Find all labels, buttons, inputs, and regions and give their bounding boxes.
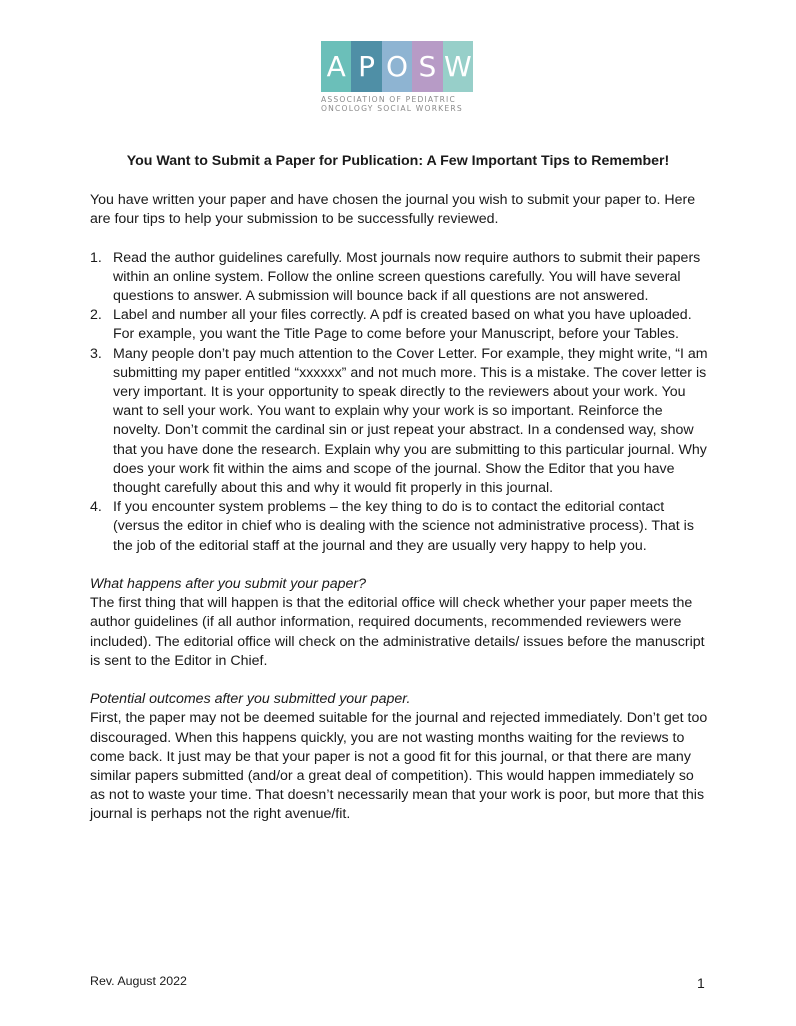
section-body-after-submit: The first thing that will happen is that the editorial office will check whether your paper meets the author guidelines (if all author information, required documents, recommended reviewers were included). The editorial office will check on the administrative details/ issues before the manuscript is sent to the Editor in Chief. bbox=[90, 595, 705, 669]
list-item-text: Many people don’t pay much attention to the Cover Letter. For example, they might write, “I am submitting my paper entitled “xxxxxx” and not much more. This is a mistake. The cover letter is very important. It is your opportunity to speak directly to the reviewers about your work. You want to sell your work. You want to explain why your work is so important. Reinforce the novelty. Don’t commit the cardinal sin or just repeat your abstract. In a condensed way, show that you have done the research. Explain why you are submitting to this particular journal. Why does your work fit within the aims and scope of the journal. Show the Editor that you have thought carefully about this and why it would fit properly in this journal. bbox=[113, 345, 708, 497]
section-body-outcomes: First, the paper may not be deemed suitable for the journal and rejected immediately. Don’t get too discouraged. When this happens quickly, you are not wasting months waiting for the reviews to come back. It just may be that your paper is not a good fit for this journal, or that there are many similar papers submitted (and/or a great deal of competition). This would happen immediately so as not to waste your time. That doesn’t necessarily mean that your work is poor, but more that this journal is perhaps not the right avenue/fit. bbox=[90, 710, 708, 823]
list-item bbox=[90, 249, 710, 307]
section-heading-after-submit: What happens after you submit your paper? bbox=[90, 576, 367, 593]
list-item-number: 1. bbox=[90, 249, 102, 266]
document-title: You Want to Submit a Paper for Publication: A Few Important Tips to Remember! bbox=[126, 153, 670, 169]
document-body bbox=[90, 191, 710, 825]
list-item bbox=[90, 498, 710, 556]
logo-subtitle-line1: ASSOCIATION OF PEDIATRIC bbox=[321, 95, 456, 104]
intro-paragraph: You have written your paper and have chosen the journal you wish to submit your paper to. Here are four tips to help your submission to be successfully reviewed. bbox=[90, 192, 696, 228]
list-item bbox=[90, 306, 710, 344]
logo-tile-o: O bbox=[382, 41, 412, 92]
logo-tile-a: A bbox=[321, 41, 351, 92]
aposw-logo bbox=[321, 41, 473, 113]
page-number: 1 bbox=[697, 975, 705, 991]
logo-tile-w: W bbox=[443, 41, 473, 92]
list-item bbox=[90, 345, 710, 499]
list-item-number: 3. bbox=[90, 345, 102, 362]
logo-subtitle-line2: ONCOLOGY SOCIAL WORKERS bbox=[321, 104, 463, 113]
logo-tile-p: P bbox=[351, 41, 381, 92]
logo-tile-s: S bbox=[412, 41, 442, 92]
tips-list bbox=[90, 249, 710, 556]
list-item-text: If you encounter system problems – the key thing to do is to contact the editorial contact (versus the editor in chief who is dealing with the science not administrative process). That is the job of the editorial staff at the journal and they are usually very happy to help you. bbox=[113, 499, 694, 554]
logo-subtitle bbox=[321, 95, 473, 113]
list-item-text: Read the author guidelines carefully. Most journals now require authors to submit their papers within an online system. Follow the online screen questions carefully. You will have several questions to answer. A submission will bounce back if all questions are not answered. bbox=[113, 249, 701, 304]
list-item-text: Label and number all your files correctly. A pdf is created based on what you have uploaded. For example, you want the Title Page to come before your Manuscript, before your Tables. bbox=[113, 307, 692, 343]
list-item-number: 4. bbox=[90, 499, 102, 516]
section-heading-outcomes: Potential outcomes after you submitted your paper. bbox=[90, 691, 411, 708]
logo-letter-tiles bbox=[321, 41, 473, 92]
list-item-number: 2. bbox=[90, 307, 102, 324]
revision-date: Rev. August 2022 bbox=[90, 974, 187, 988]
